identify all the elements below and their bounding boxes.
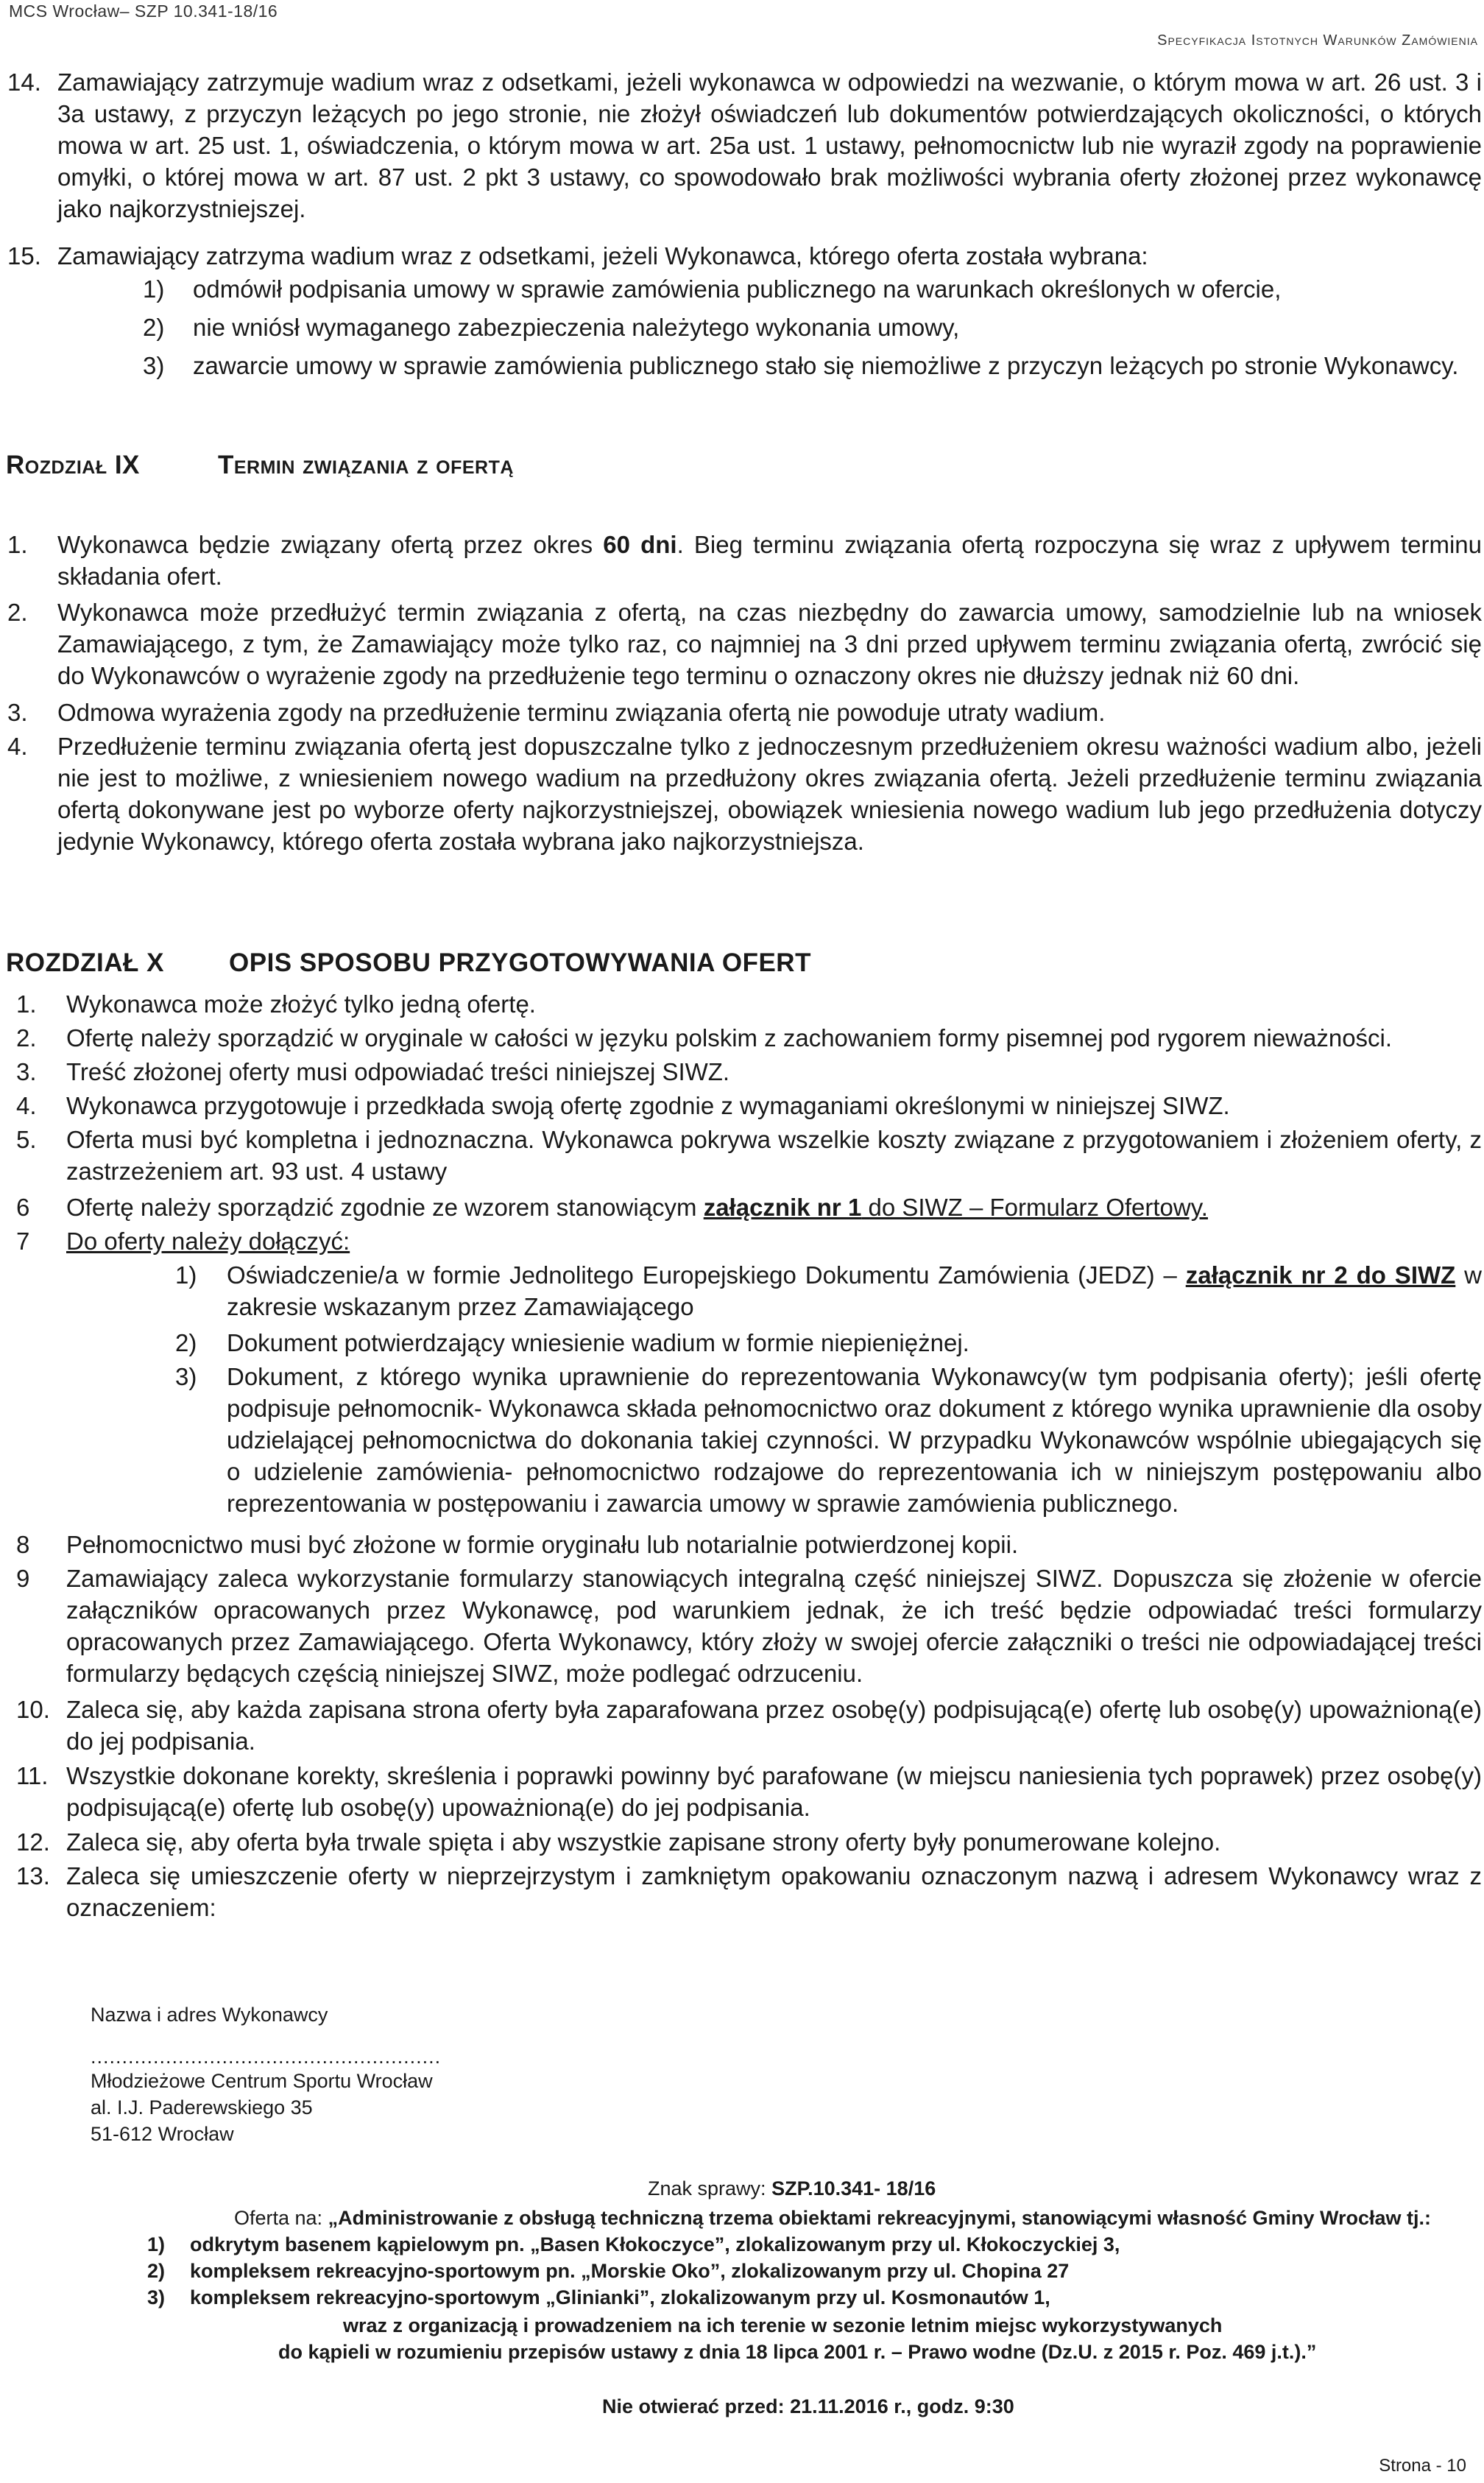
chapter-label: ROZDZIAŁ X: [6, 948, 164, 977]
item-text: Zaleca się umieszczenie oferty w nieprzejrzystym i zamkniętym opakowaniu oznaczonym nazwą i adresem Wykonawcy wraz z oznaczeniem:: [66, 1862, 1482, 1921]
recipient-name: Młodzieżowe Centrum Sportu Wrocław: [91, 2070, 433, 2092]
sub-item: [143, 350, 1481, 381]
item-number: 6: [16, 1194, 30, 1221]
recipient-city: 51-612 Wrocław: [91, 2123, 234, 2145]
offer-object-number: 1): [147, 2233, 166, 2255]
attachment-link-label: załącznik nr 1: [703, 1194, 862, 1221]
sub-item-text: nie wniósł wymaganego zabezpieczenia należytego wykonania umowy,: [193, 314, 960, 341]
sub-item-text: w zakresie wskazanym przez Zamawiającego: [227, 1261, 1482, 1320]
item-text: Zaleca się, aby oferta była trwale spięta i aby wszystkie zapisane strony oferty były ponumerowane kolejno.: [66, 1828, 1221, 1856]
chapter-title: Termin związania z ofertą: [218, 451, 514, 479]
item-number: 11.: [16, 1762, 49, 1789]
list-item: [16, 1694, 1482, 1757]
item-number: 10.: [16, 1696, 50, 1723]
sub-item-number: 3): [175, 1363, 197, 1390]
sub-item: [143, 311, 1481, 343]
offer-title: [234, 2205, 1478, 2231]
offer-object-text: kompleksem rekreacyjno-sportowym pn. „Morskie Oko”, zlokalizowanym przy ul. Chopina 27: [190, 2260, 1070, 2282]
sub-item: [175, 1361, 1482, 1519]
attachment-link-label: załącznik nr 2 do SIWZ: [1185, 1261, 1456, 1289]
item-number: 7: [16, 1228, 30, 1255]
offer-object-text: kompleksem rekreacyjno-sportowym „Glinianki”, zlokalizowanym przy ul. Kosmonautów 1,: [190, 2286, 1050, 2308]
item-emphasis: 60 dni: [603, 531, 677, 558]
item-text: Odmowa wyrażenia zgody na przedłużenie terminu związania ofertą nie powoduje utraty wadium.: [57, 699, 1106, 726]
sub-item-number: 2): [175, 1329, 197, 1356]
sub-item-text: zawarcie umowy w sprawie zamówienia publicznego stało się niemożliwe z przyczyn leżących po stronie Wykonawcy.: [193, 352, 1459, 379]
item-text: Zamawiający zaleca wykorzystanie formularzy stanowiących integralną część niniejszej SIWZ. Dopuszcza się złożenie w ofercie załączników opracowanych przez Wykonawcę, pod warunkiem jednak, że ich treść będzie odpowiadać treści formularzy opracowanych przez Zamawiającego. Oferta Wykonawcy, który złoży w swojej ofercie załączniki o treści nie odpowiadającej treści formularzy będących częścią niniejszej SIWZ, może podlegać odrzuceniu.: [66, 1565, 1482, 1687]
list-item: [7, 596, 1482, 691]
sub-item-number: 1): [143, 275, 165, 303]
item-number: 1.: [16, 990, 37, 1018]
offer-object-number: 2): [147, 2260, 166, 2282]
contractor-name-label: Nazwa i adres Wykonawcy: [91, 2004, 328, 2026]
item-number: 15.: [7, 242, 41, 270]
sub-item-number: 3): [143, 352, 165, 379]
sub-item-text: odmówił podpisania umowy w sprawie zamówienia publicznego na warunkach określonych w ofercie,: [193, 275, 1282, 303]
item-text: Ofertę należy sporządzić w oryginale w całości w języku polskim z zachowaniem formy pisemnej pod rygorem nieważności.: [66, 1024, 1393, 1052]
item-number: 14.: [7, 68, 41, 96]
do-not-open-notice: [602, 2393, 1014, 2420]
case-number: [648, 2175, 936, 2202]
offer-continuation: [343, 2312, 1222, 2339]
recipient-street: al. I.J. Paderewskiego 35: [91, 2096, 313, 2119]
item-text: Oferta musi być kompletna i jednoznaczna. Wykonawca pokrywa wszelkie koszty związane z przygotowaniem i złożeniem oferty, z zastrzeżeniem art. 93 ust. 4 ustawy: [66, 1126, 1482, 1185]
case-number-value: SZP.10.341- 18/16: [771, 2177, 936, 2200]
item-text: Pełnomocnictwo musi być złożone w formie oryginału lub notarialnie potwierdzonej kopii.: [66, 1531, 1019, 1558]
list-item: [16, 1056, 1482, 1088]
item-text: Zaleca się, aby każda zapisana strona oferty była zaparafowana przez osobę(y) podpisującą(e) ofertę lub osobę(y) upoważnioną(e) do jej podpisania.: [66, 1696, 1482, 1755]
list-item: [7, 529, 1483, 592]
item-text: do SIWZ – Formularz Ofertowy.: [861, 1194, 1208, 1221]
chapter-label: Rozdział IX: [6, 451, 140, 479]
document-reference: MCS Wrocław– SZP 10.341-18/16: [9, 1, 278, 21]
sub-item-text: Dokument, z którego wynika uprawnienie do reprezentowania Wykonawcy(w tym podpisania oferty); jeśli ofertę podpisuje pełnomocnik- Wykonawca składa pełnomocnictwo oraz dokument z którego wynika uprawnienie dla osoby udzielającej pełnomocnictwa do dokonania takiej czynności. W przypadku Wykonawców wspólnie ubiegających się o udzielenie zamówienia- pełnomocnictwo rodzajowe do reprezentowania ich w niniejszym postępowaniu albo reprezentowania w postępowaniu i zawarcia umowy w sprawie zamówienia publicznego.: [227, 1363, 1482, 1517]
offer-continuation-text: do kąpieli w rozumieniu przepisów ustawy z dnia 18 lipca 2001 r. – Prawo wodne (Dz.U. z 2015 r. Poz. 469 j.t.).”: [278, 2341, 1317, 2363]
item-number: 2.: [7, 599, 28, 626]
page-number: Strona - 10: [1379, 2456, 1466, 2476]
item-text: Zamawiający zatrzymuje wadium wraz z odsetkami, jeżeli wykonawca w odpowiedzi na wezwanie, o którym mowa w art. 26 ust. 3 i 3a ustawy, z przyczyn leżących po jego stronie, nie złożył oświadczeń lub dokumentów potwierdzających okoliczności, o których mowa w art. 25 ust. 1, oświadczenia, o którym mowa w art. 25a ust. 1 ustawy, pełnomocnictw lub nie wyraził zgody na poprawienie omyłki, o której mowa w art. 87 ust. 2 pkt 3 ustawy, co spowodowało brak możliwości wybrania oferty złożonej przez wykonawcę jako najkorzystniejszej.: [57, 68, 1482, 222]
item-number: 4.: [7, 733, 28, 760]
list-item: [16, 1563, 1482, 1689]
item-number: 12.: [16, 1828, 50, 1856]
item-number: 1.: [7, 531, 28, 558]
contractor-blank-line: ........................................................: [91, 2046, 442, 2068]
offer-object-number: 3): [147, 2286, 166, 2308]
sub-item: [143, 273, 1481, 305]
item-text: Wykonawca przygotowuje i przedkłada swoją ofertę zgodnie z wymaganiami określonymi w niniejszej SIWZ.: [66, 1092, 1230, 1119]
item-text: Wykonawca może złożyć tylko jedną ofertę.: [66, 990, 536, 1018]
offer-object: [147, 2258, 1478, 2284]
item-number: 8: [16, 1531, 30, 1558]
list-item: [7, 240, 1482, 272]
offer-object: [147, 2284, 1478, 2311]
list-item: [16, 1860, 1482, 1923]
item-number: 5.: [16, 1126, 37, 1153]
list-item: [16, 1022, 1482, 1054]
case-number-label: Znak sprawy:: [648, 2177, 772, 2200]
list-item: [16, 1225, 1482, 1257]
running-header: Specyfikacja Istotnych Warunków Zamówienia: [1157, 32, 1478, 49]
item-number: 9: [16, 1565, 30, 1592]
chapter-title: OPIS SPOSOBU PRZYGOTOWYWANIA OFERT: [229, 948, 811, 977]
offer-object-text: odkrytym basenem kąpielowym pn. „Basen Kłokoczyce”, zlokalizowanym przy ul. Kłokoczyckiej 3,: [190, 2233, 1120, 2255]
item-text: Wykonawca może przedłużyć termin związania z ofertą, na czas niezbędny do zawarcia umowy, samodzielnie lub na wniosek Zamawiającego, z tym, że Zamawiający może tylko raz, co najmniej na 3 dni przed upływem terminu związania ofertą, zwrócić się do Wykonawców o wyrażenie zgody na przedłużenie tego terminu o oznaczony okres nie dłuższy jednak niż 60 dni.: [57, 599, 1482, 689]
offer-continuation: [278, 2339, 1316, 2365]
item-text: Do oferty należy dołączyć:: [66, 1228, 350, 1255]
list-item: [7, 66, 1482, 225]
list-item: [7, 730, 1482, 857]
list-item: [16, 1090, 1482, 1121]
item-number: 13.: [16, 1862, 50, 1889]
sub-item-number: 2): [143, 314, 165, 341]
offer-object: [147, 2231, 1478, 2258]
item-text: . Bieg terminu związania ofertą rozpoczyna się wraz z upływem terminu składania ofert.: [57, 531, 1483, 590]
do-not-open-text: Nie otwierać przed: 21.11.2016 r., godz. 9:30: [602, 2395, 1014, 2417]
item-number: 3.: [7, 699, 28, 726]
list-item: [16, 1529, 1482, 1560]
item-number: 4.: [16, 1092, 37, 1119]
item-text: Zamawiający zatrzyma wadium wraz z odsetkami, jeżeli Wykonawca, którego oferta została wybrana:: [57, 242, 1148, 270]
offer-continuation-text: wraz z organizacją i prowadzeniem na ich terenie w sezonie letnim miejsc wykorzystywanych: [343, 2314, 1223, 2336]
offer-title-text: „Administrowanie z obsługą techniczną trzema obiektami rekreacyjnymi, stanowiącymi własność Gminy Wrocław tj.:: [328, 2207, 1432, 2229]
list-item: [16, 1826, 1482, 1858]
list-item: [7, 697, 1482, 728]
item-text: Ofertę należy sporządzić zgodnie ze wzorem stanowiącym: [66, 1194, 704, 1221]
offer-prefix: Oferta na:: [234, 2207, 328, 2229]
sub-item-text: Dokument potwierdzający wniesienie wadium w formie niepieniężnej.: [227, 1329, 969, 1356]
sub-item-number: 1): [175, 1261, 197, 1289]
list-item: [16, 1124, 1482, 1187]
sub-item: [175, 1259, 1482, 1322]
list-item: [16, 988, 1482, 1020]
item-text: Treść złożonej oferty musi odpowiadać treści niniejszej SIWZ.: [66, 1058, 730, 1085]
item-number: 3.: [16, 1058, 37, 1085]
list-item: [16, 1191, 1482, 1223]
item-text: Przedłużenie terminu związania ofertą jest dopuszczalne tylko z jednoczesnym przedłużeniem okresu ważności wadium albo, jeżeli nie jest to możliwe, z wniesieniem nowego wadium na przedłużony okres związania ofertą. Jeżeli przedłużenie terminu związania ofertą dokonywane jest po wyborze oferty najkorzystniejszej, obowiązek wniesienia nowego wadium lub jego przedłużenia dotyczy jedynie Wykonawcy, którego oferta została wybrana jako najkorzystniejsza.: [57, 733, 1482, 855]
sub-item: [175, 1327, 1482, 1359]
item-number: 2.: [16, 1024, 37, 1052]
item-text: Wykonawca będzie związany ofertą przez okres: [57, 531, 604, 558]
list-item: [16, 1760, 1482, 1823]
item-text: Wszystkie dokonane korekty, skreślenia i poprawki powinny być parafowane (w miejscu naniesienia tych poprawek) przez osobę(y) podpisującą(e) ofertę lub osobę(y) upoważnioną(e) do jej podpisania.: [66, 1762, 1482, 1821]
sub-item-text: Oświadczenie/a w formie Jednolitego Europejskiego Dokumentu Zamówienia (JEDZ) –: [227, 1261, 1186, 1289]
